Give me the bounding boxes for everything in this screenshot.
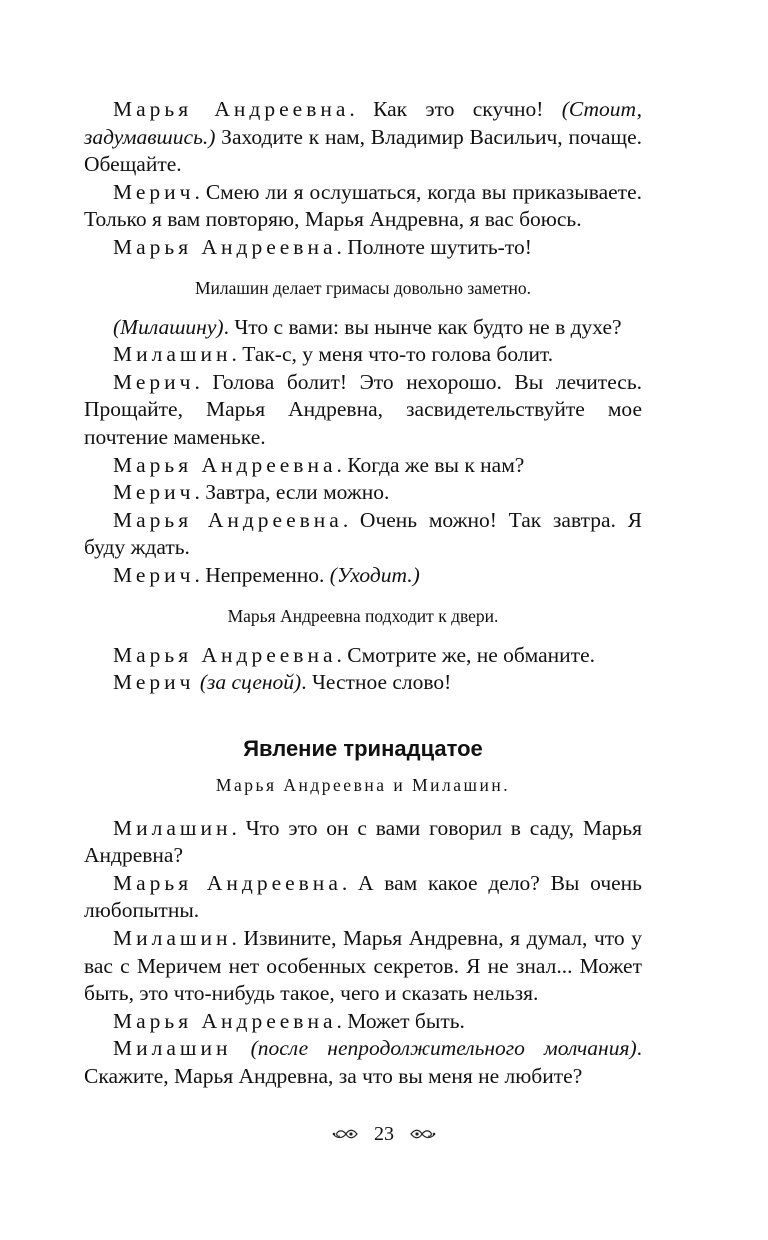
page-footer [0,1122,768,1146]
speaker-name: Мерич [113,562,195,587]
speaker-name: Марья Андреевна [113,507,343,532]
speaker-name: Милашин [113,1036,232,1061]
stage-direction-block: Марья Андреевна подходит к двери. [227,605,499,626]
dialogue-line: Марья Андреевна. Очень можно! Так завтра. Я буду ждать. [84,507,642,560]
page-text [84,96,642,1091]
stage-direction: (после непродолжительного молчания) [250,1036,637,1061]
dialogue-line: (Милашину). Что с вами: вы нынче как будто не в духе? [113,314,622,339]
stage-direction: (Стоит, задумавшись.) [84,97,642,149]
dialogue-line: Мерич. Голова болит! Это нехорошо. Вы лечитесь. Прощайте, Марья Андревна, засвидетельствуйте мое почтение маменьке. [84,369,642,449]
dialogue-line: Мерич. Непременно. (Уходит.) [113,562,420,587]
flourish-ornament-icon [331,1126,359,1142]
dialogue-line: Милашин (после непродолжительного молчания). Скажите, Марья Андревна, за что вы меня не любите? [84,1036,642,1089]
speaker-name: Марья Андреевна [113,452,337,477]
speaker-name: Марья Андреевна [113,1008,337,1033]
speaker-name: Марья Андреевна [113,97,350,121]
speaker-name: Мерич [113,369,195,394]
scene-heading: Явление тринадцатое [243,735,483,761]
stage-direction: (за сценой) [199,670,302,695]
dialogue-line: Марья Андреевна. А вам какое дело? Вы очень любопытны. [84,870,642,923]
page-number: 23 [374,1122,394,1145]
dialogue-line: Милашин. Что это он с вами говорил в саду, Марья Андревна? [84,815,642,868]
dialogue-line: Марья Андреевна. Смотрите же, не обманите. [113,642,595,667]
dialogue-line: Марья Андреевна. Может быть. [113,1008,465,1033]
speaker-name: Марья Андреевна [113,234,337,259]
dialogue-line: Мерич. Завтра, если можно. [113,480,390,505]
speaker-name: Марья Андреевна [113,870,342,895]
speaker-name: Мерич [113,480,195,505]
dialogue-line: Мерич. Смею ли я ослушаться, когда вы приказываете. Только я вам повторяю, Марья Андревна, я вас боюсь. [84,179,642,232]
dialogue-line: Милашин. Извините, Марья Андревна, я думал, что у вас с Меричем нет особенных секретов. Я не знал... Может быть, это что-нибудь такое, чего и сказать нельзя. [84,926,642,1006]
stage-direction: (Милашину) [113,314,224,339]
stage-direction-block: Милашин делает гримасы довольно заметно. [194,277,532,298]
dialogue-line: Милашин. Так-с, у меня что-то голова болит. [113,342,554,367]
dialogue-line: Марья Андреевна. Полноте шутить-то! [113,234,532,259]
speaker-name: Милашин [113,815,232,840]
speaker-name: Марья Андреевна [113,642,337,667]
flourish-ornament-icon [409,1126,437,1142]
dialogue-line: Мерич (за сценой). Честное слово! [113,670,452,695]
speaker-name: Милашин [113,342,232,367]
speaker-name: Мерич [113,179,195,204]
scene-cast: Марья Андреевна и Милашин. [215,774,511,795]
speaker-name: Милашин [113,926,232,951]
dialogue-line: Марья Андреевна. Как это скучно! (Стоит, задумавшись.) Заходите к нам, Владимир Васильич, почаще. Обещайте. [84,97,642,177]
stage-direction: (Уходит.) [329,562,420,587]
speaker-name: Мерич [113,670,195,695]
dialogue-line: Марья Андреевна. Когда же вы к нам? [113,452,525,477]
